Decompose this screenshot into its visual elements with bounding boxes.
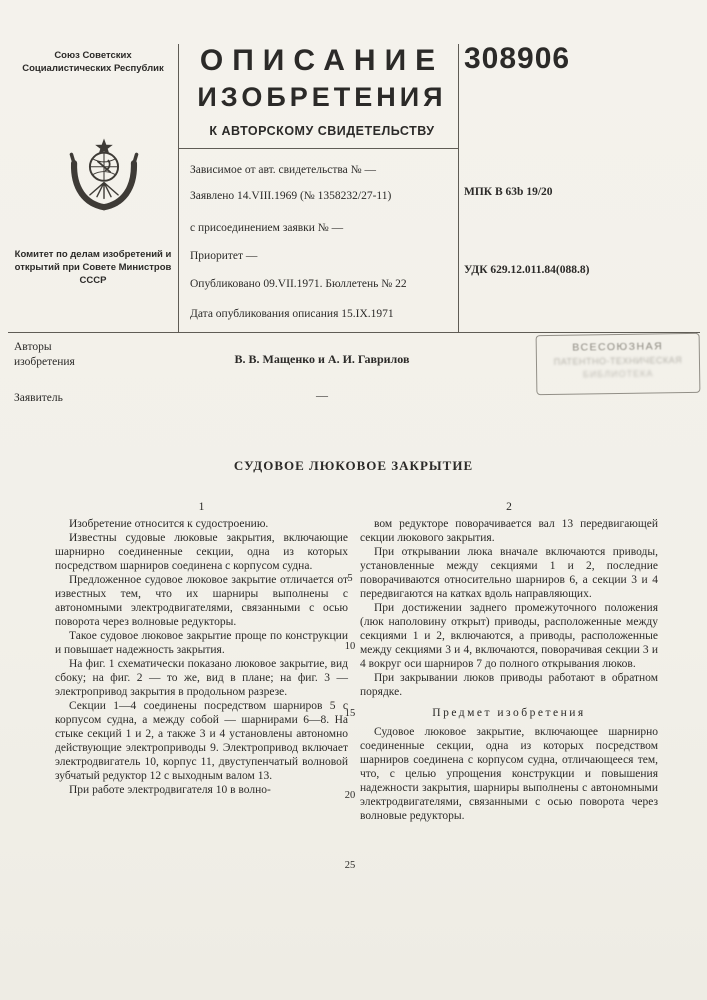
document-type-title-line1: ОПИСАНИЕ (199, 44, 445, 77)
paragraph: При открывании люка вначале включаются приводы, установленные между секциями 1 и 2, последние поворачиваются относительно шарниров 6, а секции 3 и 4 передвигаются на катках вдоль направляющих. (360, 546, 658, 600)
paragraph: На фиг. 1 схематически показано люковое закрытие, вид сбоку; на фиг. 2 — то же, вид в плане; на фиг. 3 — электропривод закрытия в продольном разрезе. (55, 658, 348, 698)
divider-header-bottom (8, 332, 700, 333)
authors-names: В. В. Мащенко и А. И. Гаврилов (234, 352, 410, 366)
applicant-label: Заявитель (14, 392, 63, 404)
document-subtitle: К АВТОРСКОМУ СВИДЕТЕЛЬСТВУ (209, 124, 435, 138)
column-number: 1 (198, 501, 205, 513)
line-number-marker: 10 (344, 641, 356, 652)
field-application-filed: Заявлено 14.VIII.1969 (№ 1358232/27-11) (190, 190, 392, 202)
stamp-text-line: ПАТЕНТНО-ТЕХНИЧЕСКАЯ (553, 355, 683, 367)
applicant-value: — (316, 388, 328, 402)
udk-classification: УДК 629.12.011.84(088.8) (464, 264, 590, 276)
paragraph: Предложенное судовое люковое закрытие отличается от известных тем, что их шарниры выполнены с автономными электродвигателями, связанными с осью поворота через волновые редукторы. (55, 574, 348, 628)
issuing-union-name: Союз Советских Социалистических Республик (22, 50, 164, 74)
line-number-marker: 15 (344, 708, 356, 719)
body-column-1 (55, 500, 348, 797)
document-type-title-line2: ИЗОБРЕТЕНИЯ (197, 82, 447, 112)
stamp-text-line: ВСЕСОЮЗНАЯ (572, 340, 664, 354)
stamp-text-line: БИБЛИОТЕКА (582, 368, 654, 380)
divider-under-subtitle (179, 148, 458, 149)
body-column-2 (360, 500, 658, 823)
field-joined-application: с присоединением заявки № — (190, 222, 344, 234)
field-publication-date: Дата опубликования описания 15.IX.1971 (190, 308, 394, 320)
invention-title: СУДОВОЕ ЛЮКОВОЕ ЗАКРЫТИЕ (233, 458, 474, 473)
paragraph: Секции 1—4 соединены посредством шарниров 5 с корпусом судна, а между собой — шарнирами 6—8. На стыке секций 1 и 2, а также 3 и 4 установлены автономно действующие электроприводы 9. Электропривод включает электродвигатель 10, корпус 11, двуступенчатый волновой зубчатый редуктор 12 с выходным валом 13. (55, 700, 348, 782)
column-number: 2 (506, 501, 512, 513)
soviet-emblem-icon (60, 128, 148, 216)
field-priority: Приоритет — (190, 250, 258, 262)
divider-vertical-left (178, 44, 179, 332)
claims-heading: Предмет изобретения (432, 707, 586, 719)
authors-label: Авторы изобретения (14, 341, 75, 368)
paragraph: Изобретение относится к судостроению. (69, 518, 269, 530)
paragraph: При работе электродвигателя 10 в волно- (69, 784, 271, 796)
line-number-marker: 25 (344, 860, 356, 871)
claim-paragraph: Судовое люковое закрытие, включающее шарнирно соединенные секции, одна из которых посредством шарниров соединена с корпусом судна, отличающееся тем, что, с целью упрощения конструкции и повышения надежности закрытия, шарниры выполнены с автономными электродвигателями, связанными с осью поворота через волновые редукторы. (360, 726, 658, 822)
committee-name: Комитет по делам изобретений и открытий при Совете Министров СССР (14, 249, 172, 286)
field-dependent-certificate: Зависимое от авт. свидетельства № — (190, 164, 377, 176)
paragraph: Известны судовые люковые закрытия, включающие шарнирно соединенные секции, одна из которых посредством шарниров соединена с корпусом судна. (55, 532, 348, 572)
field-published: Опубликовано 09.VII.1971. Бюллетень № 22 (190, 278, 407, 290)
patent-number: 308906 (464, 42, 571, 75)
paragraph: При закрывании люков приводы работают в обратном порядке. (360, 672, 658, 698)
line-number-marker: 20 (344, 790, 356, 801)
paragraph: вом редукторе поворачивается вал 13 передвигающей секции люкового закрытия. (360, 518, 658, 544)
line-number-marker: 5 (347, 573, 353, 584)
paragraph: При достижении заднего промежуточного положения (люк наполовину открыт) приводы, расположенные между секциями 1 и 2, включаются, а приводы, расположенные между секциями 3 и 4, включаются, поворачивая секции 3 и 4 вокруг оси шарниров 7 до полного открывания люков. (360, 602, 658, 670)
library-stamp (536, 333, 701, 395)
mpk-classification: МПК В 63b 19/20 (464, 186, 553, 198)
paragraph: Такое судовое люковое закрытие проще по конструкции и повышает надежность закрытия. (55, 630, 348, 656)
